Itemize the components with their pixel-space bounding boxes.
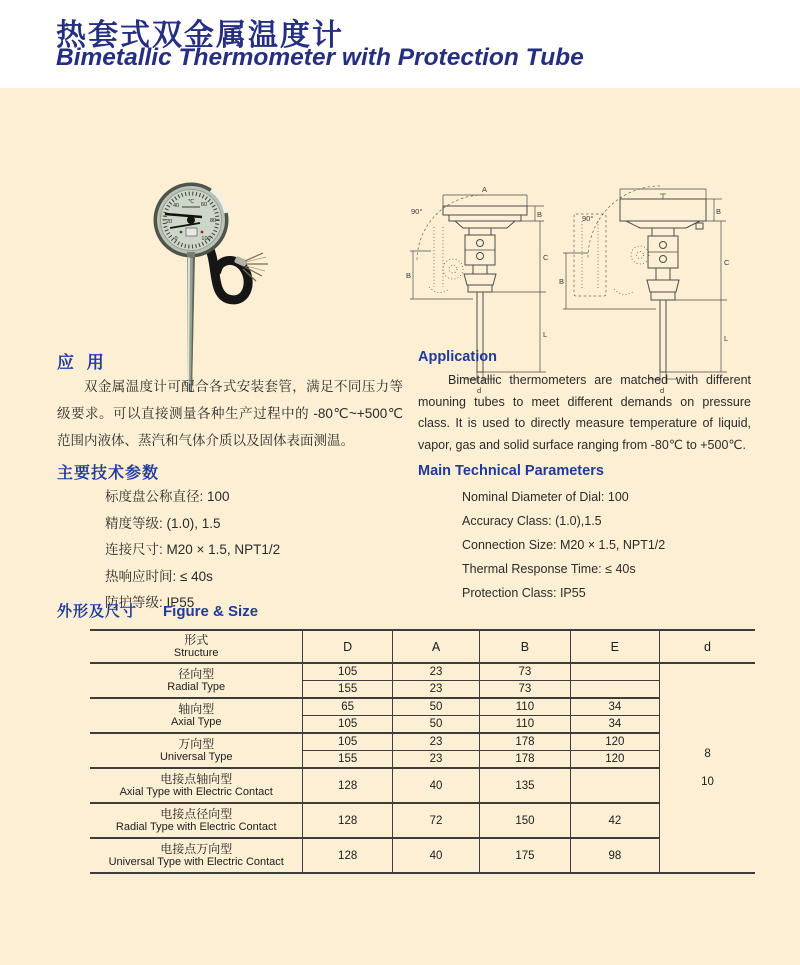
column-header-structure: 形式 Structure xyxy=(90,630,303,663)
size-table-row xyxy=(90,698,755,716)
dim-l-label: L xyxy=(724,334,729,343)
dial-number: 20 xyxy=(165,219,173,225)
parameter-item: 防护等级: IP55 xyxy=(105,595,195,610)
size-table-row xyxy=(90,768,755,803)
parameter-item: 标度盘公称直径: 100 xyxy=(105,489,230,504)
thermometer-dial xyxy=(154,183,229,258)
dimension-value-cell: 175 xyxy=(480,838,570,873)
application-heading-zh: 应 用 xyxy=(57,353,108,372)
dim-d-label: d xyxy=(477,386,482,395)
dimension-value-cell: 40 xyxy=(392,768,479,803)
dimension-value-cell: 42 xyxy=(570,803,659,838)
column-header-E: E xyxy=(570,630,659,663)
parameter-item: Nominal Diameter of Dial: 100 xyxy=(462,490,629,504)
figure-size-heading-en: Figure & Size xyxy=(163,603,259,620)
content-panel xyxy=(0,88,800,965)
dim-c-label: C xyxy=(724,258,730,267)
dimension-value-cell: 73 xyxy=(480,663,570,681)
dimension-value-cell: 110 xyxy=(480,716,570,734)
diameter-values-cell xyxy=(660,663,755,873)
dimension-value-cell: 65 xyxy=(303,698,392,716)
dim-a-label: A xyxy=(482,185,488,194)
dimension-value-cell: 128 xyxy=(303,838,392,873)
dimension-value-cell: 105 xyxy=(303,663,392,681)
dial-window xyxy=(186,228,197,236)
parameters-heading-en: Main Technical Parameters xyxy=(418,463,604,479)
dim-c-label: C xyxy=(543,253,549,262)
dial-maker-text xyxy=(182,206,200,208)
dim-d-label: d xyxy=(660,386,665,395)
dimension-value-cell: 72 xyxy=(392,803,479,838)
parameter-item: Accuracy Class: (1.0),1.5 xyxy=(462,514,602,528)
figure-size-heading xyxy=(57,600,258,621)
dimension-value-cell xyxy=(570,681,659,699)
dimension-value-cell: 34 xyxy=(570,716,659,734)
parameter-item: Thermal Response Time: ≤ 40s xyxy=(462,562,636,576)
dimension-value-cell: 120 xyxy=(570,751,659,769)
dimension-value-cell: 128 xyxy=(303,803,392,838)
electric-contact-cable xyxy=(206,243,248,300)
dial-unit-label: ℃ xyxy=(187,199,195,205)
application-body-en: Bimetallic thermometers are matched with different mouning tubes to meet different demands on pressure class. It is used to directly measure temperature of liquid, vapor, gas and solid surface ranging from -80℃ to +500℃. xyxy=(418,373,751,452)
angle-label: 90° xyxy=(582,214,594,223)
dial-number: 80 xyxy=(209,218,217,224)
dial-number: 100 xyxy=(201,236,211,242)
dimension-value-cell: 34 xyxy=(570,698,659,716)
dimension-value-cell: 23 xyxy=(392,751,479,769)
dimension-value-cell xyxy=(570,768,659,803)
dimension-drawing-axial xyxy=(558,181,763,399)
column-header-A: A xyxy=(392,630,479,663)
diameter-value: 8 xyxy=(704,748,711,760)
parameters-heading-zh: 主要技术参数 xyxy=(57,465,160,482)
figure-size-heading-zh: 外形及尺寸 xyxy=(57,603,138,620)
dimension-value-cell: 155 xyxy=(303,681,392,699)
structure-label-cell: 轴向型 Axial Type xyxy=(90,698,303,733)
dimension-value-cell: 155 xyxy=(303,751,392,769)
structure-label-cell: 径向型 Radial Type xyxy=(90,663,303,698)
dim-b-label: B xyxy=(537,210,543,219)
dim-b-left-label: B xyxy=(406,271,412,280)
size-table-header-row xyxy=(90,630,755,663)
application-body-zh: 双金属温度计可配合各式安装套管，满足不同压力等级要求。可以直接测量各种生产过程中的 -80℃~+500℃范围内液体、蒸汽和气体介质以及固体表面测温。 xyxy=(57,379,403,448)
parameters-list-zh xyxy=(105,484,280,617)
size-table-row xyxy=(90,838,755,873)
size-table-row xyxy=(90,663,755,681)
dimension-value-cell: 110 xyxy=(480,698,570,716)
page-title-en: Bimetallic Thermometer with Protection Tube xyxy=(56,44,584,71)
dimension-value-cell: 105 xyxy=(303,733,392,751)
structure-label-cell: 电接点轴向型 Axial Type with Electric Contact xyxy=(90,768,303,803)
dimension-value-cell: 50 xyxy=(392,716,479,734)
dial-number: 60 xyxy=(200,202,208,208)
dimension-value-cell: 40 xyxy=(392,838,479,873)
structure-label-cell: 电接点径向型 Radial Type with Electric Contact xyxy=(90,803,303,838)
dimension-value-cell: 178 xyxy=(480,733,570,751)
dim-l-label: L xyxy=(543,330,548,339)
size-table xyxy=(90,629,755,874)
dimension-value-cell: 23 xyxy=(392,733,479,751)
size-table-row xyxy=(90,733,755,751)
dimension-value-cell: 50 xyxy=(392,698,479,716)
angle-label: 90° xyxy=(411,207,423,216)
dimension-value-cell: 150 xyxy=(480,803,570,838)
dimension-value-cell: 178 xyxy=(480,751,570,769)
dim-b-label: B xyxy=(716,207,722,216)
page-header xyxy=(0,0,800,88)
column-header-D: D xyxy=(303,630,392,663)
application-heading-en: Application xyxy=(418,349,497,365)
parameter-item: 精度等级: (1.0), 1.5 xyxy=(105,515,221,531)
column-header-B: B xyxy=(480,630,570,663)
dimension-drawing-radial xyxy=(403,181,553,399)
parameter-item: 连接尺寸: M20 × 1.5, NPT1/2 xyxy=(105,542,281,557)
dimension-value-cell: 135 xyxy=(480,768,570,803)
structure-label-cell: 万向型 Universal Type xyxy=(90,733,303,768)
parameter-item: Connection Size: M20 × 1.5, NPT1/2 xyxy=(462,538,666,552)
dimension-value-cell xyxy=(570,663,659,681)
parameter-item: Protection Class: IP55 xyxy=(462,586,586,600)
dimension-value-cell: 120 xyxy=(570,733,659,751)
dimension-value-cell: 23 xyxy=(392,663,479,681)
dial-number: 40 xyxy=(172,203,180,209)
dimension-value-cell: 98 xyxy=(570,838,659,873)
structure-label-cell: 电接点万向型 Universal Type with Electric Contact xyxy=(90,838,303,873)
dimension-value-cell: 23 xyxy=(392,681,479,699)
dimension-value-cell: 105 xyxy=(303,716,392,734)
dimension-value-cell: 128 xyxy=(303,768,392,803)
dial-number: 0 xyxy=(174,236,178,242)
column-header-d: d xyxy=(660,630,755,663)
dim-b-left-label: B xyxy=(559,277,565,286)
diameter-value: 10 xyxy=(701,776,714,788)
parameter-item: 热响应时间: ≤ 40s xyxy=(105,568,213,584)
page-title-zh: 热套式双金属温度计 xyxy=(56,19,344,52)
dimension-value-cell: 73 xyxy=(480,681,570,699)
parameters-list-en xyxy=(462,485,665,605)
size-table-row xyxy=(90,803,755,838)
